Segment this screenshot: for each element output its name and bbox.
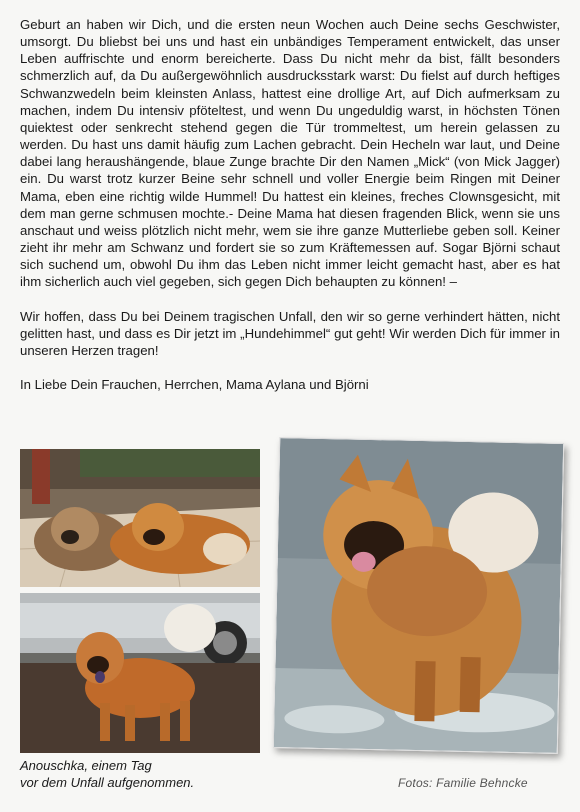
photo-dog-standing: [20, 593, 260, 753]
photo-caption: [20, 757, 260, 791]
caption-line-1: Anouschka, einem Tag: [20, 758, 152, 773]
caption-line-2: vor dem Unfall aufgenommen.: [20, 775, 195, 790]
article-paragraph-1: Geburt an haben wir Dich, und die ersten neun Wochen auch Deine sechs Geschwister, umsorgt. Du bliebst bei uns und hast ein unbändiges Temperament entwickelt, das unser Leben auffrischte und enorm bereicherte. Dass Du nicht mehr da bist, fällt besonders schmerzlich auf, da Du außergewöhnlich ausdrucksstark warst: Du fielst auf durch heftiges Schwanzwedeln beim kleinsten Anlass, hattest eine drollige Art, auf Dich aufmerksam zu machen, indem Du intensiv pföteltest, und wenn Du ungeduldig warst, in höchsten Tönen quiektest oder senkrecht stehend gegen die Tür trommeltest, um herein gelassen zu werden. Du hast uns damit häufig zum Lachen gebracht. Dein Hecheln war laut, und Deine dabei lang heraushängende, blaue Zunge brachte Dir den Namen „Mick“ (von Mick Jagger) ein. Du warst trotz kurzer Beine sehr schnell und voller Energie beim Ringen mit Deiner Mama, eben eine richtig wilde Hummel! Du hattest ein kleines, freches Clownsgesicht, mit dem man gerne schmusen mochte.- Deine Mama hat diesen fragenden Blick, wenn sie uns anschaut und weiss plötzlich nicht mehr, wem sie ihre ganze Mutterliebe geben soll. Keiner zieht ihr mehr am Schwanz und fordert sie so zum Kräftemessen auf. Sogar Björni schaut sich suchend um, obwohl Du ihm das Leben nicht immer leicht gemacht hast, aber es hat ihm sicherlich auch viel gegeben, sich gegen Dich behaupten zu können! –: [20, 17, 560, 290]
article-paragraph-2: Wir hoffen, dass Du bei Deinem tragischen Unfall, den wir so gerne verhindert hätten, nicht gelitten hast, und dass es Dir jetzt im „Hundehimmel“ gut geht! Wir werden Dich für immer in unseren Herzen tragen!: [20, 308, 560, 358]
article-body: [20, 16, 560, 410]
photo-dog-in-water: [273, 437, 564, 754]
article-signature: In Liebe Dein Frauchen, Herrchen, Mama Aylana und Björni: [20, 376, 369, 392]
photo-two-dogs-lying: [20, 449, 260, 587]
photo-credit: Fotos: Familie Behncke: [398, 776, 528, 790]
